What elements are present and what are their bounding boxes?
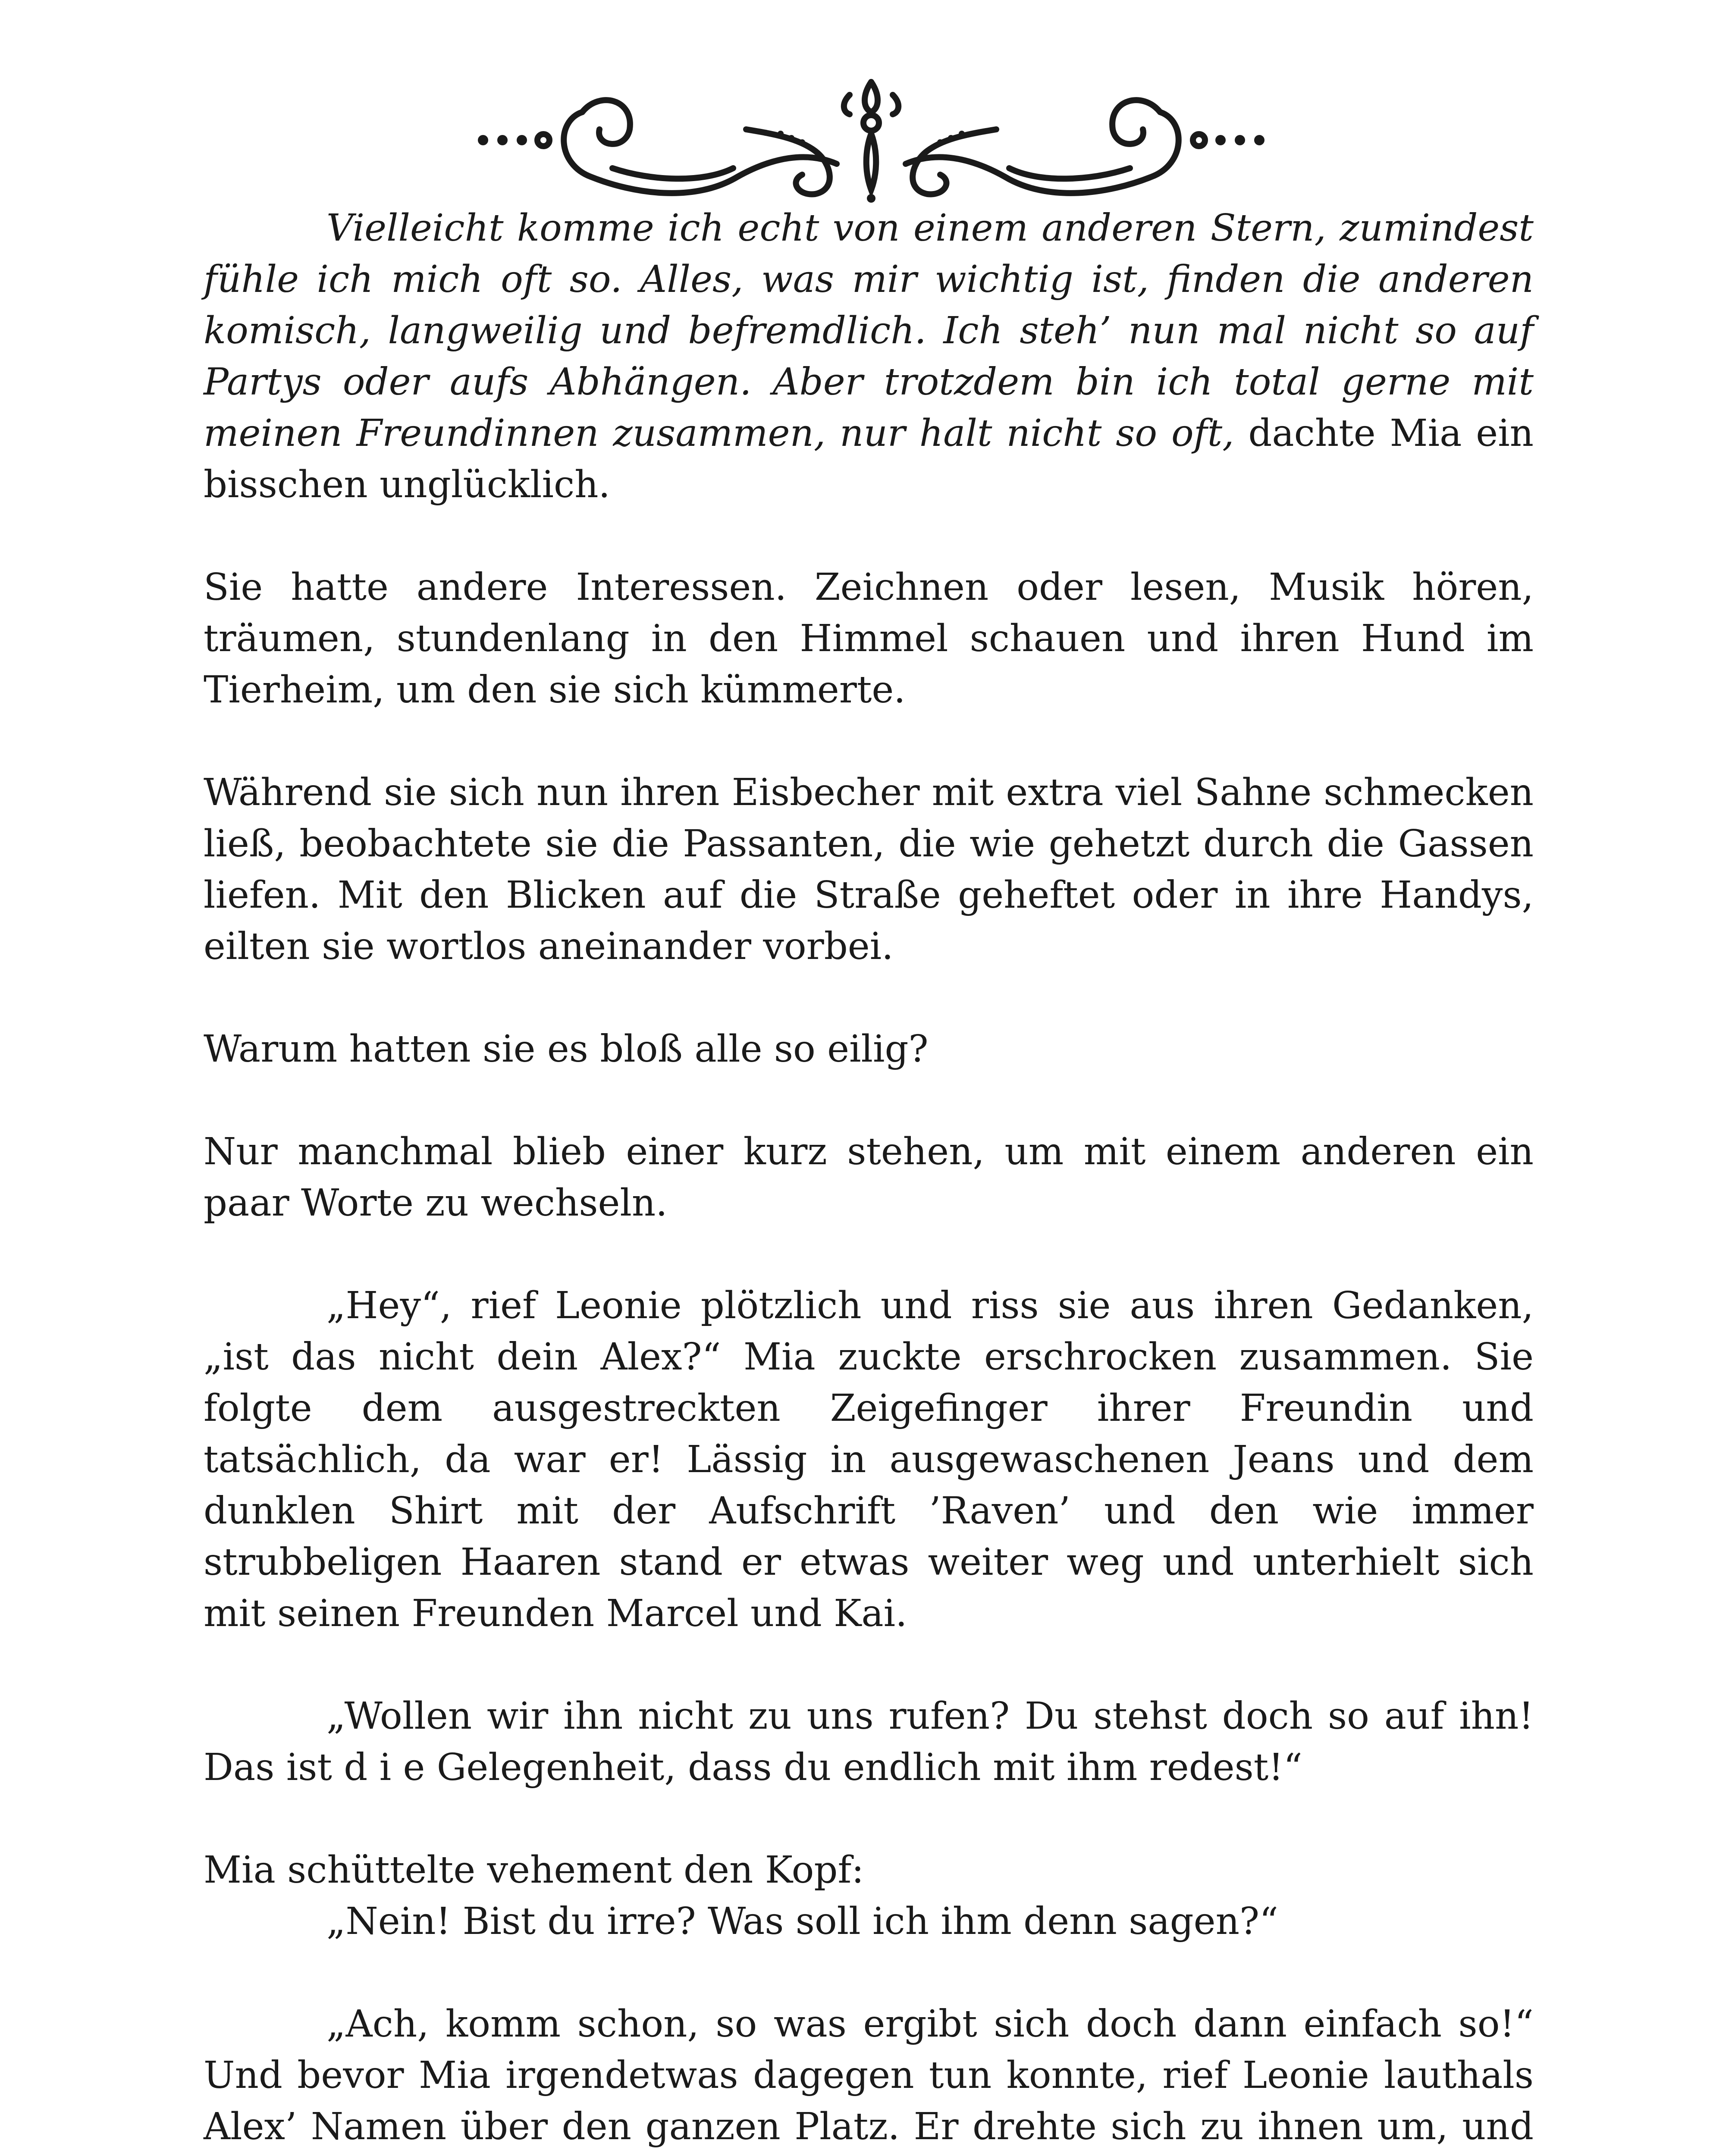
body-text <box>204 203 1534 2156</box>
paragraph-7-line-2: Das ist d i e Gelegenheit, dass du endlich mit ihm redest!“ <box>204 1746 1302 1789</box>
paragraph-1 <box>204 203 1534 511</box>
paragraph-9: „Nein! Bist du irre? Was soll ich ihm denn sagen?“ <box>326 1900 1279 1943</box>
paragraph-3: Während sie sich nun ihren Eisbecher mit extra viel Sahne schmecken ließ, beobachtete sie die Passanten, die wie gehetzt durch die Gassen liefen. Mit den Blicken auf die Straße geheftet oder in ihre Handys, eilten sie wortlos aneinander vorbei. <box>204 771 1534 968</box>
narration: dachte Mia ein bisschen unglücklich. <box>204 412 1534 506</box>
inner-monologue: Vielleicht komme ich echt von einem anderen Stern, zumindest fühle ich mich oft so. Alles, was mir wichtig ist, finden die anderen komisch, langweilig und befremdlich. Ich steh’ nun mal nicht so auf Partys oder aufs Abhängen. Aber trotzdem bin ich total gerne mit meinen Freundinnen zusammen, nur halt nicht so oft, <box>204 207 1534 455</box>
decorative-flourish-icon <box>470 65 1272 207</box>
paragraph-5: Nur manchmal blieb einer kurz stehen, um mit einem anderen ein paar Worte zu wechseln. <box>204 1130 1534 1225</box>
paragraph-7-line-1: „Wollen wir ihn nicht zu uns rufen? Du stehst doch so auf ihn! <box>326 1695 1534 1738</box>
paragraph-8: Mia schüttelte vehement den Kopf: <box>204 1849 864 1892</box>
paragraph-6: „Hey“, rief Leonie plötzlich und riss sie aus ihren Gedanken, „ist das nicht dein Alex?“ Mia zuckte erschrocken zusammen. Sie folgte dem ausgestreckten Zeigefinger ihrer Freundin und tatsächlich, da war er! Lässig in ausgewaschenen Jeans und dem dunklen Shirt mit der Aufschrift ’Raven’ und den wie immer strubbeligen Haaren stand er etwas weiter weg und unterhielt sich mit seinen Freunden Marcel und Kai. <box>204 1284 1534 1635</box>
paragraph-4: Warum hatten sie es bloß alle so eilig? <box>204 1028 929 1071</box>
paragraph-10: „Ach, komm schon, so was ergibt sich doch dann einfach so!“ Und bevor Mia irgendetwas dagegen tun konnte, rief Leonie lauthals Alex’ Namen über den ganzen Platz. Er drehte sich zu ihnen um, und <box>204 2002 1534 2148</box>
paragraph-2: Sie hatte andere Interessen. Zeichnen oder lesen, Musik hören, träumen, stundenlang in den Himmel schauen und ihren Hund im Tierheim, um den sie sich kümmerte. <box>204 566 1534 711</box>
